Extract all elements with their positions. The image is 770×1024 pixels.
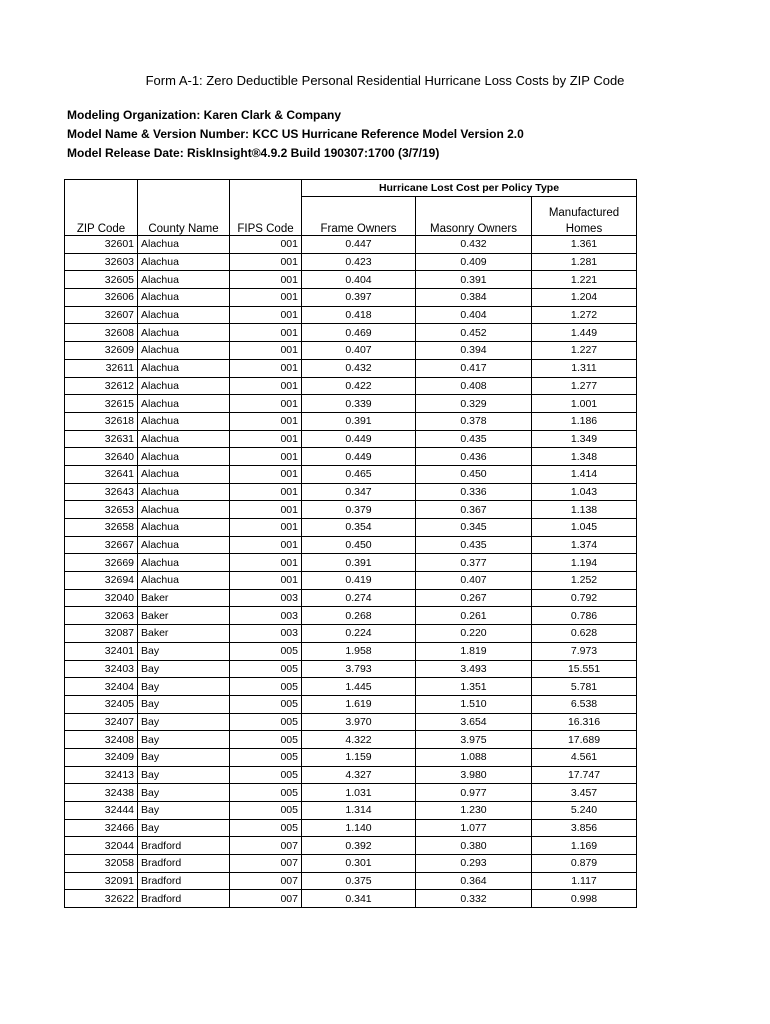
table-row — [65, 748, 637, 766]
loss-cost-table — [64, 179, 637, 908]
manufactured-homes-cell: 1.221 — [532, 271, 637, 289]
zip-code-cell: 32615 — [65, 395, 138, 413]
masonry-owners-cell: 3.980 — [416, 766, 532, 784]
frame-owners-cell: 1.031 — [302, 784, 416, 802]
zip-code-cell: 32466 — [65, 819, 138, 837]
zip-code-cell: 32611 — [65, 359, 138, 377]
table-row — [65, 625, 637, 643]
county-name-cell: Alachua — [138, 342, 230, 360]
masonry-owners-cell: 0.417 — [416, 359, 532, 377]
zip-code-cell: 32603 — [65, 253, 138, 271]
frame-owners-cell: 0.449 — [302, 430, 416, 448]
table-row — [65, 519, 637, 537]
fips-code-cell: 005 — [230, 784, 302, 802]
masonry-owners-cell: 0.436 — [416, 448, 532, 466]
zip-code-cell: 32044 — [65, 837, 138, 855]
fips-code-cell: 007 — [230, 872, 302, 890]
table-row — [65, 784, 637, 802]
frame-owners-cell: 1.159 — [302, 748, 416, 766]
fips-code-cell: 005 — [230, 731, 302, 749]
table-row — [65, 271, 637, 289]
frame-owners-cell: 0.450 — [302, 536, 416, 554]
masonry-owners-cell: 0.364 — [416, 872, 532, 890]
county-name-cell: Alachua — [138, 554, 230, 572]
masonry-owners-cell: 0.293 — [416, 855, 532, 873]
masonry-owners-cell: 0.261 — [416, 607, 532, 625]
table-row — [65, 306, 637, 324]
masonry-owners-cell: 3.493 — [416, 660, 532, 678]
table-row — [65, 430, 637, 448]
county-name-cell: Alachua — [138, 359, 230, 377]
masonry-owners-cell: 0.367 — [416, 501, 532, 519]
table-row — [65, 819, 637, 837]
table-row — [65, 377, 637, 395]
zip-code-cell: 32640 — [65, 448, 138, 466]
county-name-cell: Alachua — [138, 448, 230, 466]
model-name-version: Model Name & Version Number: KCC US Hurricane Reference Model Version 2.0 — [67, 127, 524, 141]
masonry-owners-cell: 1.077 — [416, 819, 532, 837]
frame-owners-cell: 0.354 — [302, 519, 416, 537]
fips-code-cell: 001 — [230, 412, 302, 430]
masonry-owners-cell: 0.391 — [416, 271, 532, 289]
masonry-owners-cell: 0.336 — [416, 483, 532, 501]
frame-owners-cell: 0.301 — [302, 855, 416, 873]
zip-code-cell: 32607 — [65, 306, 138, 324]
fips-code-cell: 005 — [230, 713, 302, 731]
fips-code-cell: 007 — [230, 855, 302, 873]
masonry-owners-cell: 1.819 — [416, 642, 532, 660]
county-name-header: County Name — [138, 219, 230, 236]
table-row — [65, 766, 637, 784]
county-name-cell: Alachua — [138, 483, 230, 501]
manufactured-homes-cell: 17.689 — [532, 731, 637, 749]
fips-code-cell: 001 — [230, 536, 302, 554]
table-row — [65, 448, 637, 466]
fips-code-cell: 001 — [230, 519, 302, 537]
table-row — [65, 589, 637, 607]
page-title: Form A-1: Zero Deductible Personal Residential Hurricane Loss Costs by ZIP Code — [145, 73, 625, 88]
manufactured-homes-cell: 1.194 — [532, 554, 637, 572]
table-row — [65, 236, 637, 254]
county-name-cell: Bay — [138, 784, 230, 802]
frame-owners-header: Frame Owners — [302, 219, 416, 236]
county-name-cell: Bradford — [138, 890, 230, 908]
fips-code-header: FIPS Code — [230, 219, 302, 236]
table-row — [65, 872, 637, 890]
manufactured-homes-cell: 5.240 — [532, 802, 637, 820]
manufactured-header-line1: Manufactured — [532, 197, 637, 219]
manufactured-homes-cell: 17.747 — [532, 766, 637, 784]
county-name-cell: Alachua — [138, 236, 230, 254]
zip-code-cell: 32405 — [65, 695, 138, 713]
county-name-cell: Alachua — [138, 519, 230, 537]
frame-owners-cell: 0.224 — [302, 625, 416, 643]
table-row — [65, 660, 637, 678]
fips-code-cell: 005 — [230, 695, 302, 713]
table-row — [65, 731, 637, 749]
table-row — [65, 501, 637, 519]
county-name-cell: Bay — [138, 660, 230, 678]
county-name-cell: Bay — [138, 802, 230, 820]
modeling-organization: Modeling Organization: Karen Clark & Company — [67, 108, 342, 122]
county-name-cell: Alachua — [138, 572, 230, 590]
frame-owners-cell: 0.419 — [302, 572, 416, 590]
county-name-cell: Alachua — [138, 536, 230, 554]
county-name-cell: Alachua — [138, 306, 230, 324]
masonry-owners-cell: 0.267 — [416, 589, 532, 607]
frame-owners-cell: 0.465 — [302, 465, 416, 483]
county-name-cell: Bay — [138, 678, 230, 696]
manufactured-homes-cell: 1.348 — [532, 448, 637, 466]
zip-code-cell: 32631 — [65, 430, 138, 448]
fips-code-cell: 001 — [230, 483, 302, 501]
fips-code-cell: 005 — [230, 660, 302, 678]
manufactured-homes-cell: 1.311 — [532, 359, 637, 377]
county-name-cell: Alachua — [138, 465, 230, 483]
manufactured-homes-cell: 1.277 — [532, 377, 637, 395]
fips-code-cell: 003 — [230, 607, 302, 625]
manufactured-homes-cell: 6.538 — [532, 695, 637, 713]
fips-code-cell: 005 — [230, 766, 302, 784]
zip-code-cell: 32601 — [65, 236, 138, 254]
manufactured-homes-cell: 1.349 — [532, 430, 637, 448]
county-name-cell: Bay — [138, 642, 230, 660]
fips-code-cell: 005 — [230, 678, 302, 696]
manufactured-homes-cell: 1.186 — [532, 412, 637, 430]
fips-code-cell: 001 — [230, 342, 302, 360]
masonry-owners-cell: 0.384 — [416, 289, 532, 307]
county-name-cell: Alachua — [138, 377, 230, 395]
table-row — [65, 678, 637, 696]
masonry-owners-cell: 0.329 — [416, 395, 532, 413]
manufactured-homes-cell: 1.361 — [532, 236, 637, 254]
masonry-owners-cell: 0.380 — [416, 837, 532, 855]
masonry-owners-cell: 0.450 — [416, 465, 532, 483]
fips-code-cell: 001 — [230, 236, 302, 254]
frame-owners-cell: 3.970 — [302, 713, 416, 731]
fips-code-cell: 001 — [230, 324, 302, 342]
manufactured-homes-cell: 0.786 — [532, 607, 637, 625]
model-release-date: Model Release Date: RiskInsight®4.9.2 Build 190307:1700 (3/7/19) — [67, 146, 440, 160]
zip-code-cell: 32653 — [65, 501, 138, 519]
zip-code-cell: 32694 — [65, 572, 138, 590]
county-name-cell: Bradford — [138, 872, 230, 890]
zip-code-cell: 32404 — [65, 678, 138, 696]
zip-code-cell: 32040 — [65, 589, 138, 607]
zip-code-cell: 32063 — [65, 607, 138, 625]
frame-owners-cell: 3.793 — [302, 660, 416, 678]
zip-code-cell: 32618 — [65, 412, 138, 430]
frame-owners-cell: 0.347 — [302, 483, 416, 501]
fips-code-cell: 005 — [230, 642, 302, 660]
frame-owners-cell: 0.391 — [302, 554, 416, 572]
masonry-owners-cell: 3.975 — [416, 731, 532, 749]
county-name-cell: Bradford — [138, 855, 230, 873]
table-row — [65, 890, 637, 908]
fips-code-cell: 001 — [230, 271, 302, 289]
manufactured-homes-cell: 16.316 — [532, 713, 637, 731]
county-name-cell: Alachua — [138, 289, 230, 307]
masonry-owners-cell: 3.654 — [416, 713, 532, 731]
zip-code-cell: 32658 — [65, 519, 138, 537]
county-name-cell: Bay — [138, 713, 230, 731]
fips-code-cell: 003 — [230, 589, 302, 607]
fips-code-cell: 005 — [230, 819, 302, 837]
table-row — [65, 483, 637, 501]
table-row — [65, 607, 637, 625]
manufactured-homes-cell: 1.043 — [532, 483, 637, 501]
fips-code-cell: 001 — [230, 572, 302, 590]
county-name-cell: Bay — [138, 695, 230, 713]
frame-owners-cell: 0.268 — [302, 607, 416, 625]
table-row — [65, 253, 637, 271]
manufactured-homes-cell: 4.561 — [532, 748, 637, 766]
fips-code-cell: 007 — [230, 837, 302, 855]
fips-code-cell: 005 — [230, 748, 302, 766]
frame-owners-cell: 0.418 — [302, 306, 416, 324]
manufactured-homes-cell: 1.252 — [532, 572, 637, 590]
zip-code-cell: 32609 — [65, 342, 138, 360]
fips-code-cell: 001 — [230, 465, 302, 483]
frame-owners-cell: 1.619 — [302, 695, 416, 713]
manufactured-homes-cell: 1.117 — [532, 872, 637, 890]
manufactured-header-line2: Homes — [532, 219, 637, 236]
masonry-owners-cell: 0.377 — [416, 554, 532, 572]
frame-owners-cell: 0.341 — [302, 890, 416, 908]
manufactured-homes-cell: 0.628 — [532, 625, 637, 643]
fips-code-cell: 001 — [230, 430, 302, 448]
zip-code-cell: 32643 — [65, 483, 138, 501]
masonry-owners-header: Masonry Owners — [416, 219, 532, 236]
frame-owners-cell: 0.274 — [302, 589, 416, 607]
zip-code-cell: 32641 — [65, 465, 138, 483]
masonry-owners-cell: 0.332 — [416, 890, 532, 908]
zip-code-cell: 32622 — [65, 890, 138, 908]
fips-code-cell: 001 — [230, 306, 302, 324]
frame-owners-cell: 0.379 — [302, 501, 416, 519]
county-name-cell: Baker — [138, 607, 230, 625]
table-row — [65, 642, 637, 660]
county-name-cell: Bay — [138, 766, 230, 784]
county-name-cell: Bay — [138, 731, 230, 749]
fips-code-cell: 001 — [230, 501, 302, 519]
county-name-cell: Baker — [138, 625, 230, 643]
manufactured-homes-cell: 5.781 — [532, 678, 637, 696]
manufactured-homes-cell: 1.045 — [532, 519, 637, 537]
masonry-owners-cell: 0.378 — [416, 412, 532, 430]
zip-code-cell: 32409 — [65, 748, 138, 766]
manufactured-homes-cell: 0.792 — [532, 589, 637, 607]
table-row — [65, 855, 637, 873]
table-row — [65, 695, 637, 713]
frame-owners-cell: 0.339 — [302, 395, 416, 413]
fips-code-cell: 001 — [230, 289, 302, 307]
frame-owners-cell: 1.445 — [302, 678, 416, 696]
masonry-owners-cell: 0.394 — [416, 342, 532, 360]
table-row — [65, 554, 637, 572]
masonry-owners-cell: 0.435 — [416, 536, 532, 554]
zip-code-cell: 32058 — [65, 855, 138, 873]
masonry-owners-cell: 0.435 — [416, 430, 532, 448]
zip-code-cell: 32444 — [65, 802, 138, 820]
zip-code-cell: 32605 — [65, 271, 138, 289]
masonry-owners-cell: 1.230 — [416, 802, 532, 820]
county-name-cell: Alachua — [138, 271, 230, 289]
county-name-cell: Alachua — [138, 430, 230, 448]
frame-owners-cell: 0.392 — [302, 837, 416, 855]
fips-code-cell: 003 — [230, 625, 302, 643]
county-name-cell: Alachua — [138, 324, 230, 342]
frame-owners-cell: 0.432 — [302, 359, 416, 377]
policy-type-group-header: Hurricane Lost Cost per Policy Type — [302, 180, 637, 197]
frame-owners-cell: 1.140 — [302, 819, 416, 837]
fips-code-cell: 007 — [230, 890, 302, 908]
county-name-cell: Alachua — [138, 253, 230, 271]
masonry-owners-cell: 0.404 — [416, 306, 532, 324]
county-name-cell: Baker — [138, 589, 230, 607]
masonry-owners-cell: 1.351 — [416, 678, 532, 696]
zip-code-cell: 32087 — [65, 625, 138, 643]
masonry-owners-cell: 1.510 — [416, 695, 532, 713]
table-row — [65, 342, 637, 360]
table-row — [65, 324, 637, 342]
masonry-owners-cell: 0.432 — [416, 236, 532, 254]
zip-code-cell: 32608 — [65, 324, 138, 342]
fips-code-cell: 001 — [230, 377, 302, 395]
county-name-cell: Alachua — [138, 412, 230, 430]
zip-code-cell: 32403 — [65, 660, 138, 678]
table-row — [65, 572, 637, 590]
county-name-cell: Alachua — [138, 501, 230, 519]
masonry-owners-cell: 0.452 — [416, 324, 532, 342]
masonry-owners-cell: 0.345 — [416, 519, 532, 537]
county-name-cell: Bay — [138, 748, 230, 766]
manufactured-homes-cell: 1.414 — [532, 465, 637, 483]
table-row — [65, 536, 637, 554]
manufactured-homes-cell: 1.374 — [532, 536, 637, 554]
fips-code-cell: 001 — [230, 395, 302, 413]
fips-code-cell: 001 — [230, 253, 302, 271]
zip-code-cell: 32407 — [65, 713, 138, 731]
fips-code-cell: 001 — [230, 448, 302, 466]
county-name-cell: Bradford — [138, 837, 230, 855]
zip-code-cell: 32401 — [65, 642, 138, 660]
table-row — [65, 395, 637, 413]
fips-code-cell: 001 — [230, 554, 302, 572]
manufactured-homes-cell: 1.169 — [532, 837, 637, 855]
fips-code-cell: 005 — [230, 802, 302, 820]
frame-owners-cell: 0.422 — [302, 377, 416, 395]
frame-owners-cell: 1.958 — [302, 642, 416, 660]
manufactured-homes-cell: 1.281 — [532, 253, 637, 271]
table-row — [65, 837, 637, 855]
manufactured-homes-cell: 1.001 — [532, 395, 637, 413]
manufactured-homes-cell: 7.973 — [532, 642, 637, 660]
frame-owners-cell: 0.407 — [302, 342, 416, 360]
masonry-owners-cell: 1.088 — [416, 748, 532, 766]
zip-code-cell: 32612 — [65, 377, 138, 395]
fips-code-cell: 001 — [230, 359, 302, 377]
masonry-owners-cell: 0.220 — [416, 625, 532, 643]
frame-owners-cell: 0.423 — [302, 253, 416, 271]
manufactured-homes-cell: 0.998 — [532, 890, 637, 908]
frame-owners-cell: 0.469 — [302, 324, 416, 342]
masonry-owners-cell: 0.407 — [416, 572, 532, 590]
frame-owners-cell: 1.314 — [302, 802, 416, 820]
table-row — [65, 359, 637, 377]
zip-code-cell: 32667 — [65, 536, 138, 554]
manufactured-homes-cell: 3.457 — [532, 784, 637, 802]
county-name-cell: Alachua — [138, 395, 230, 413]
masonry-owners-cell: 0.408 — [416, 377, 532, 395]
zip-code-header: ZIP Code — [65, 219, 138, 236]
manufactured-homes-cell: 1.204 — [532, 289, 637, 307]
zip-code-cell: 32438 — [65, 784, 138, 802]
manufactured-homes-cell: 0.879 — [532, 855, 637, 873]
frame-owners-cell: 4.322 — [302, 731, 416, 749]
manufactured-homes-cell: 1.227 — [532, 342, 637, 360]
masonry-owners-cell: 0.409 — [416, 253, 532, 271]
manufactured-homes-cell: 1.449 — [532, 324, 637, 342]
table-row — [65, 465, 637, 483]
zip-code-cell: 32091 — [65, 872, 138, 890]
frame-owners-cell: 0.404 — [302, 271, 416, 289]
frame-owners-cell: 4.327 — [302, 766, 416, 784]
zip-code-cell: 32669 — [65, 554, 138, 572]
masonry-owners-cell: 0.977 — [416, 784, 532, 802]
zip-code-cell: 32606 — [65, 289, 138, 307]
manufactured-homes-cell: 1.272 — [532, 306, 637, 324]
zip-code-cell: 32413 — [65, 766, 138, 784]
manufactured-homes-cell: 3.856 — [532, 819, 637, 837]
table-row — [65, 289, 637, 307]
frame-owners-cell: 0.447 — [302, 236, 416, 254]
table-row — [65, 412, 637, 430]
frame-owners-cell: 0.375 — [302, 872, 416, 890]
manufactured-homes-cell: 1.138 — [532, 501, 637, 519]
table-row — [65, 802, 637, 820]
zip-code-cell: 32408 — [65, 731, 138, 749]
frame-owners-cell: 0.391 — [302, 412, 416, 430]
table-row — [65, 713, 637, 731]
frame-owners-cell: 0.449 — [302, 448, 416, 466]
frame-owners-cell: 0.397 — [302, 289, 416, 307]
county-name-cell: Bay — [138, 819, 230, 837]
manufactured-homes-cell: 15.551 — [532, 660, 637, 678]
